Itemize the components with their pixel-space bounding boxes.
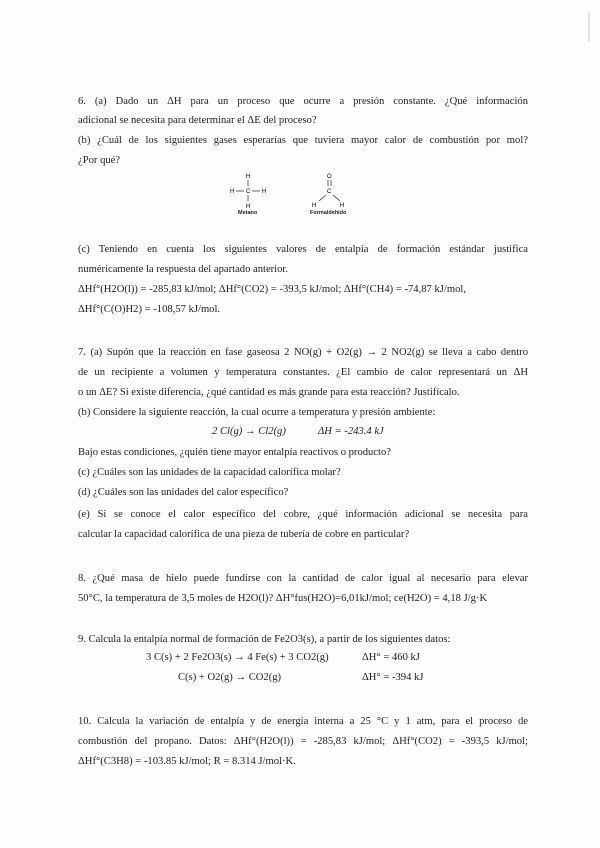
methane-structure [225, 170, 275, 222]
svg-text:H: H [262, 189, 267, 195]
svg-text:H: H [246, 204, 251, 210]
q9-eq1: 3 C(s) + 2 Fe2O3(s) → 4 Fe(s) + 3 CO2(g) [146, 652, 329, 663]
scan-artifact [586, 12, 592, 42]
q9-eq1-dh: ΔH° = 460 kJ [362, 652, 420, 663]
svg-text:C: C [246, 189, 251, 195]
formaldehyde-structure [308, 170, 368, 222]
q6-b-line2: ¿Por qué? [78, 155, 121, 166]
q6-c-line2: numéricamente la respuesta del apartado anterior. [78, 264, 289, 275]
formaldehyde-label: Formaldehido [310, 210, 347, 216]
q6-a-line2: adicional se necesita para determinar el ΔE del proceso? [78, 115, 317, 126]
q7-b-line2: Bajo estas condiciones, ¿quién tiene mayor entalpía reactivos o producto? [78, 447, 391, 458]
q8-line1: 8. ¿Qué masa de hielo puede fundirse con la cantidad de calor igual al necesario para elevar [78, 573, 528, 584]
formaldehyde-structure-icon [308, 170, 358, 210]
svg-text:C: C [327, 189, 332, 195]
svg-text:H: H [312, 203, 317, 209]
q7-reaction: 2 Cl(g) → Cl2(g) [212, 426, 286, 437]
svg-text:H: H [340, 203, 345, 209]
q7-e-line2: calcular la capacidad calorífica de una pieza de tubería de cobre en particular? [78, 529, 410, 540]
q7-reaction-dh: ΔH = -243.4 kJ [318, 426, 384, 437]
q8-line2: 50°C, la temperatura de 3,5 moles de H2O(l)? ΔH°fus(H2O)=6,01kJ/mol; ce(H2O) = 4,18 J/g·K [78, 593, 488, 604]
methane-structure-icon [225, 170, 275, 210]
q10-line3: ΔHf°(C3H8) = -103.85 kJ/mol; R = 8.314 J/mol·K. [78, 756, 296, 767]
q10-line1: 10. Calcula la variación de entalpía y de energía interna a 25 °C y 1 atm, para el proceso de [78, 716, 528, 727]
q7-a-line1: 7. (a) Supón que la reacción en fase gaseosa 2 NO(g) + O2(g) → 2 NO2(g) se lleva a cabo dentro [78, 347, 528, 358]
q10-line2: combustión del propano. Datos: ΔHf°(H2O(l)) = -285,83 kJ/mol; ΔHf°(CO2) = -393,5 kJ/mol; [78, 736, 528, 747]
svg-text:H: H [230, 189, 235, 195]
q6-c-line1: (c) Teniendo en cuenta los siguientes valores de entalpía de formación estándar justifica [78, 244, 528, 255]
q7-c-line: (c) ¿Cuáles son las unidades de la capacidad calorífica molar? [78, 467, 341, 478]
q7-b-line1: (b) Considere la siguiente reacción, la cual ocurre a temperatura y presión ambiente: [78, 407, 436, 418]
q7-d-line: (d) ¿Cuáles son las unidades del calor específico? [78, 487, 289, 498]
q9-eq2-dh: ΔH° = -394 kJ [362, 672, 424, 683]
q6-a-line1: 6. (a) Dado un ΔH para un proceso que ocurre a presión constante. ¿Qué información [78, 96, 528, 107]
q6-b-line1: (b) ¿Cuál de los siguientes gases esperarías que tuviera mayor calor de combustión por mol? [78, 135, 528, 146]
svg-text:O: O [327, 174, 332, 180]
q9-line1: 9. Calcula la entalpía normal de formación de Fe2O3(s), a partir de los siguientes datos: [78, 634, 451, 645]
q7-a-line3: o un ΔE? Si existe diferencia, ¿qué cantidad es más grande para esta reacción? Justifícalo. [78, 387, 460, 398]
methane-label: Metano [238, 210, 258, 216]
q9-eq2: C(s) + O2(g) → CO2(g) [178, 672, 282, 683]
q7-a-line2: de un recipiente a volumen y temperatura constantes. ¿El cambio de calor representará un ΔH [78, 367, 528, 378]
q6-data-line1: ΔHf°(H2O(l)) = -285,83 kJ/mol; ΔHf°(CO2) = -393,5 kJ/mol; ΔHf°(CH4) = -74,87 kJ/mol, [78, 284, 466, 295]
svg-text:H: H [246, 174, 251, 180]
q6-data-line2: ΔHf°(C(O)H2) = -108,57 kJ/mol. [78, 304, 221, 315]
q7-e-line1: (e) Si se conoce el calor específico del cobre, ¿qué información adicional se necesita para [78, 509, 528, 520]
